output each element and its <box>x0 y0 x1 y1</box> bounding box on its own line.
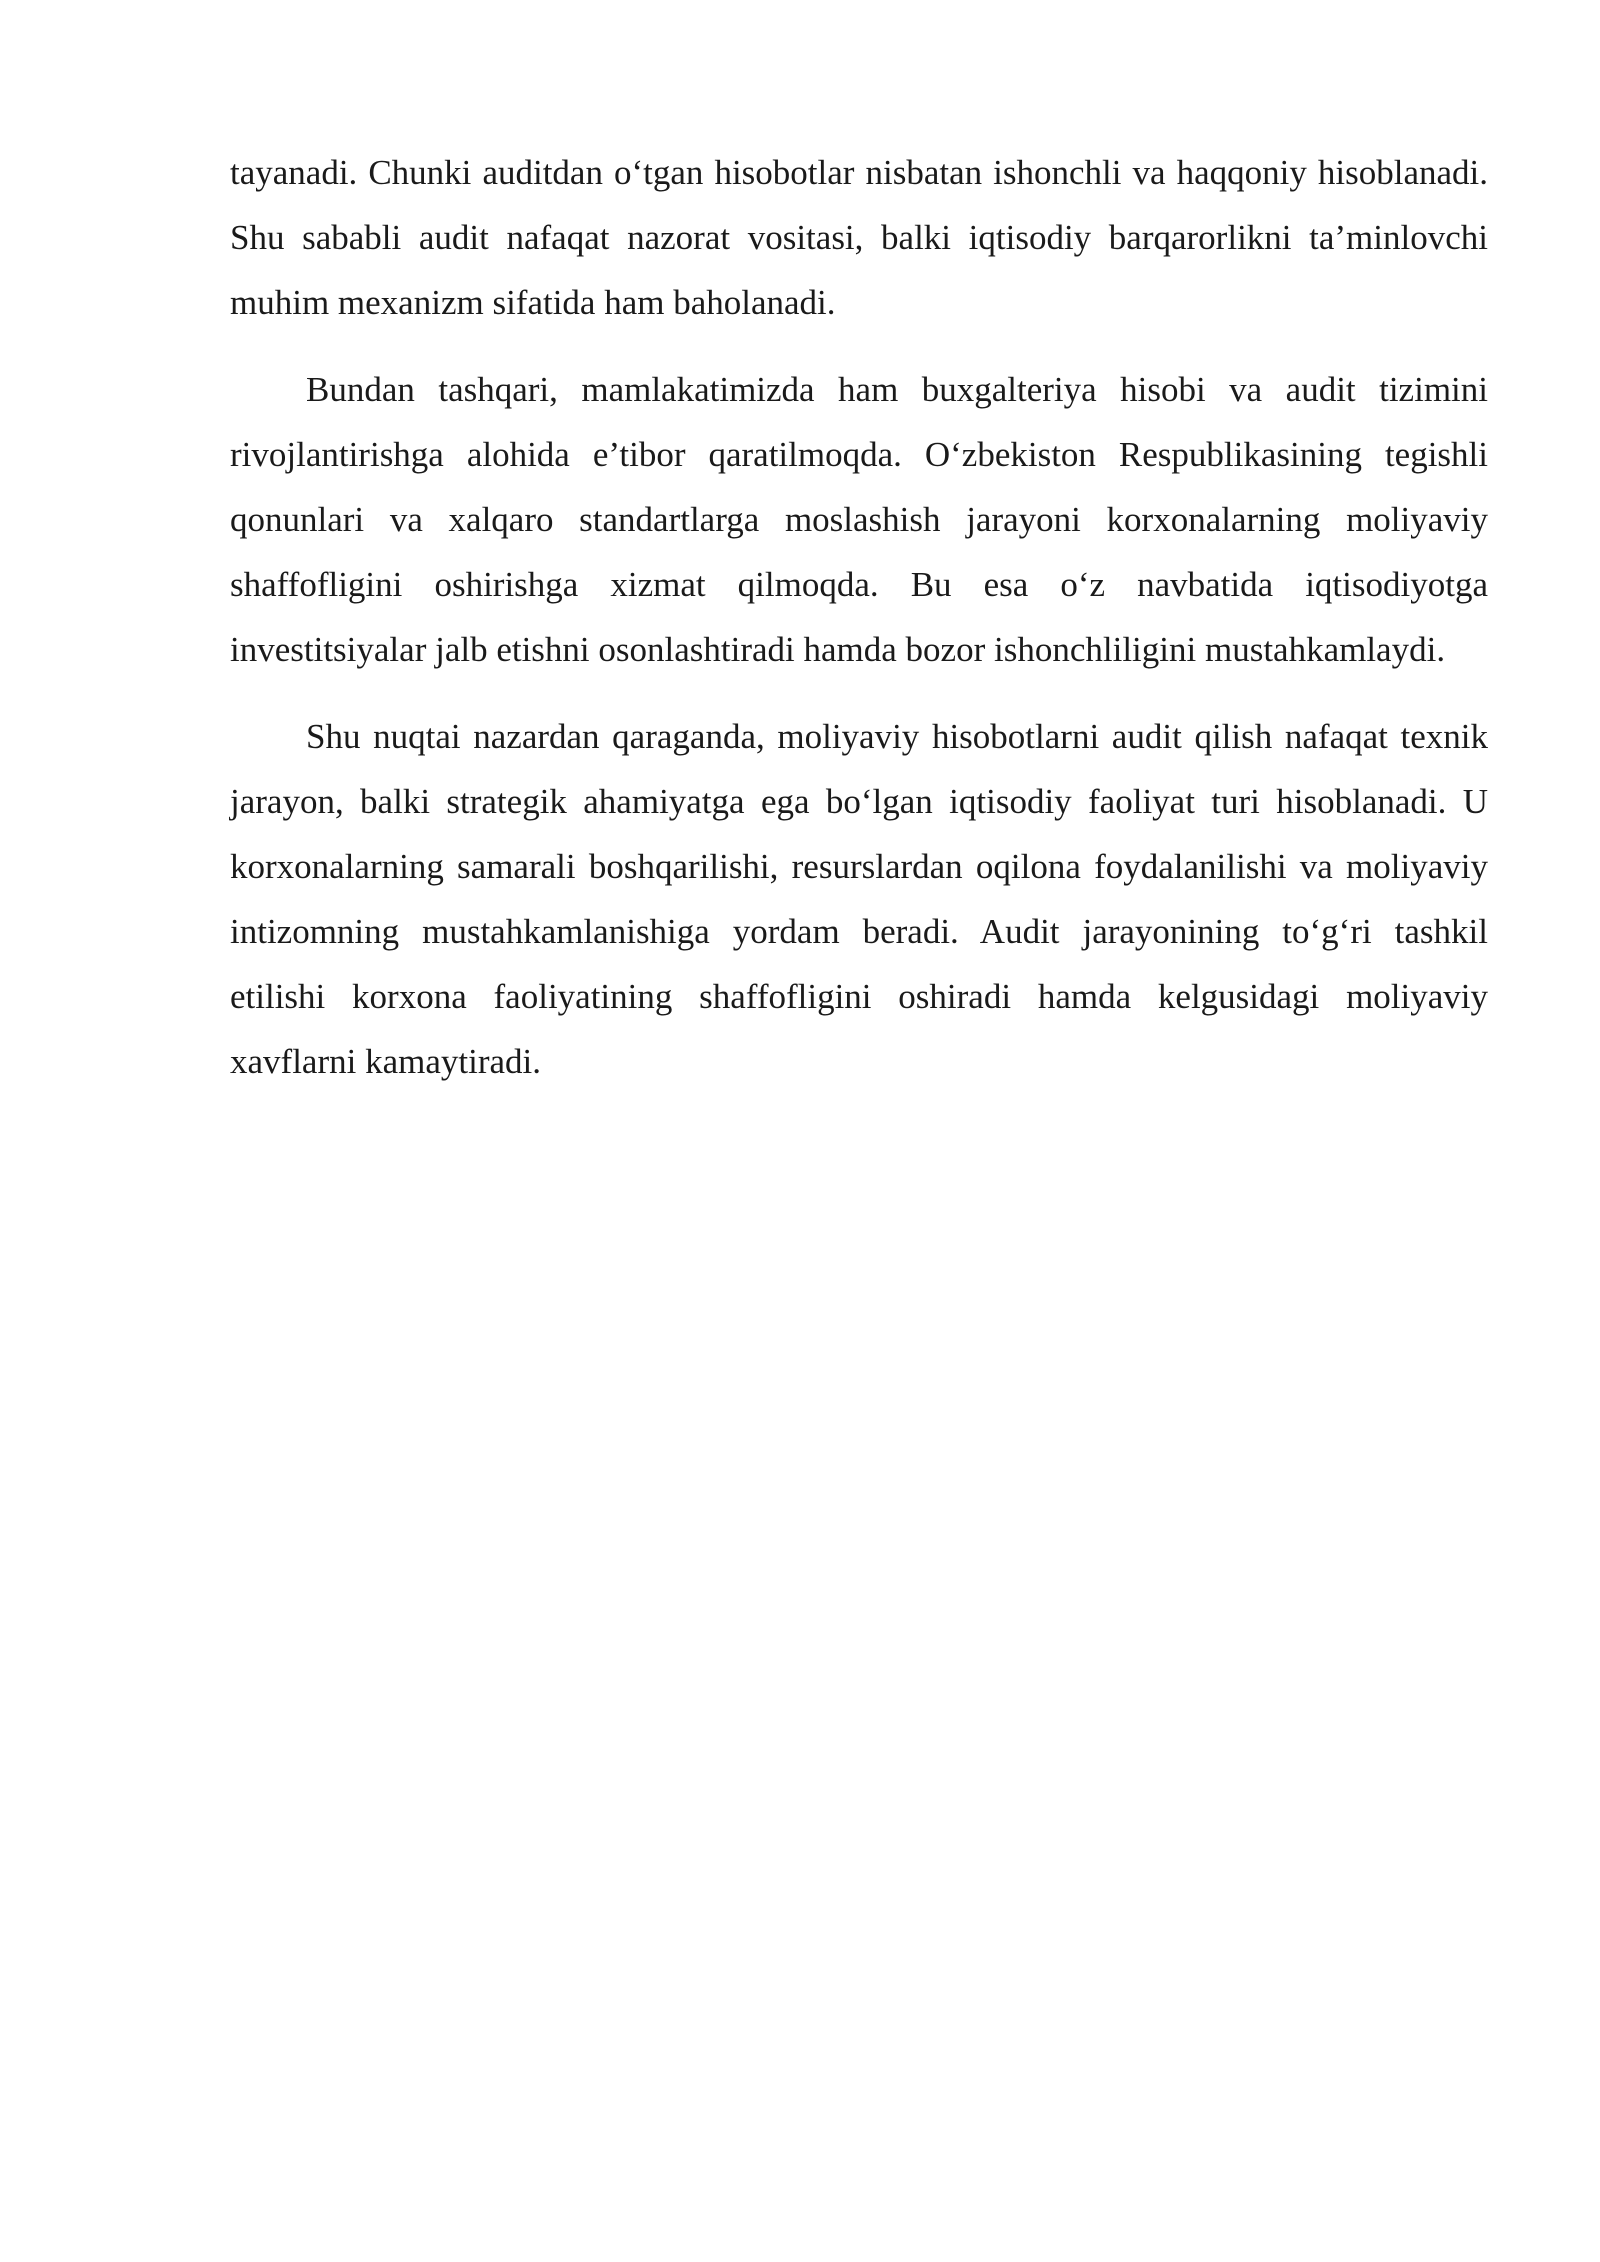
paragraph-continuation: tayanadi. Chunki auditdan o‘tgan hisobotlar nisbatan ishonchli va haqqoniy hisoblanadi. Shu sababli audit nafaqat nazorat vositasi, balki iqtisodiy barqarorlikni ta’minlovchi muhim mexanizm sifatida ham baholanadi. <box>230 153 1488 322</box>
paragraph-conclusion: Shu nuqtai nazardan qaraganda, moliyaviy hisobotlarni audit qilish nafaqat texnik jarayon, balki strategik ahamiyatga ega bo‘lgan iqtisodiy faoliyat turi hisoblanadi. U korxonalarning samarali boshqarilishi, resurslardan oqilona foydalanilishi va moliyaviy intizomning mustahkamlanishiga yordam beradi. Audit jarayonining to‘g‘ri tashkil etilishi korxona faoliyatining shaffofligini oshiradi hamda kelgusidagi moliyaviy xavflarni kamaytiradi. <box>230 717 1488 1081</box>
document-body <box>230 140 1488 1116</box>
paragraph-legislation: Bundan tashqari, mamlakatimizda ham buxgalteriya hisobi va audit tizimini rivojlantirishga alohida e’tibor qaratilmoqda. O‘zbekiston Respublikasining tegishli qonunlari va xalqaro standartlarga moslashish jarayoni korxonalarning moliyaviy shaffofligini oshirishga xizmat qilmoqda. Bu esa o‘z navbatida iqtisodiyotga investitsiyalar jalb etishni osonlashtiradi hamda bozor ishonchliligini mustahkamlaydi. <box>230 370 1488 669</box>
